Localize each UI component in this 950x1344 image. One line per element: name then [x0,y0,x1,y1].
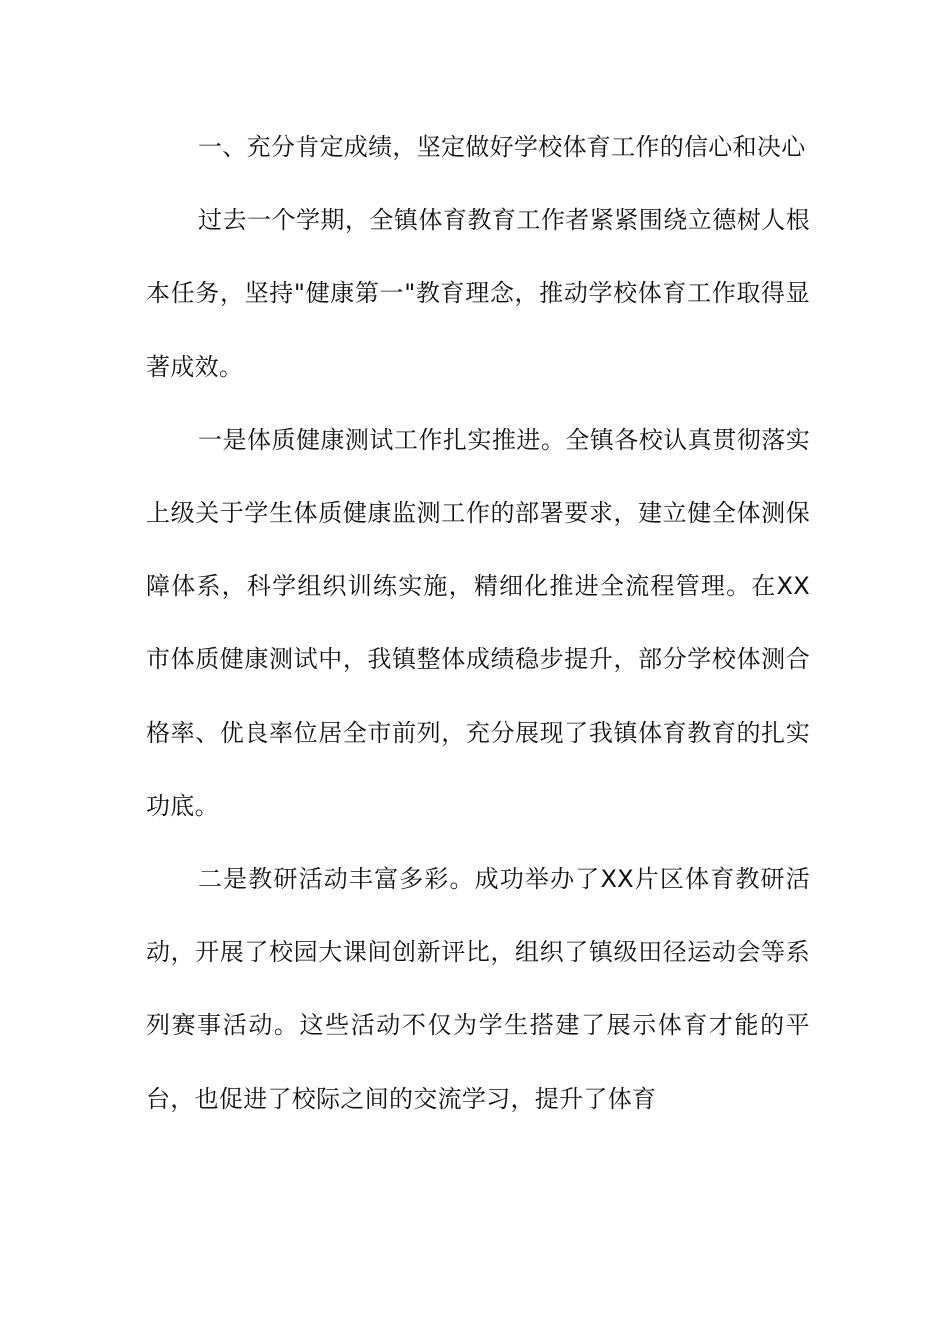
document-body [146,111,810,1136]
paragraph-fitness-testing: 一是体质健康测试工作扎实推进。全镇各校认真贯彻落实上级关于学生体质健康监测工作的部署要求，建立健全体测保障体系，科学组织训练实施，精细化推进全流程管理。在XX市体质健康测试中，我镇整体成绩稳步提升，部分学校体测合格率、优良率位居全市前列，充分展现了我镇体育教育的扎实功底。 [146,425,810,820]
section-heading: 一、充分肯定成绩，坚定做好学校体育工作的信心和决心 [198,133,806,161]
paragraph-intro: 过去一个学期，全镇体育教育工作者紧紧围绕立德树人根本任务，坚持"健康第一"教育理念，推动学校体育工作取得显著成效。 [146,206,810,381]
paragraph-teaching-research: 二是教研活动丰富多彩。成功举办了XX片区体育教研活动，开展了校园大课间创新评比，组织了镇级田径运动会等系列赛事活动。这些活动不仅为学生搭建了展示体育才能的平台，也促进了校际之间的交流学习，提升了体育 [146,865,810,1113]
